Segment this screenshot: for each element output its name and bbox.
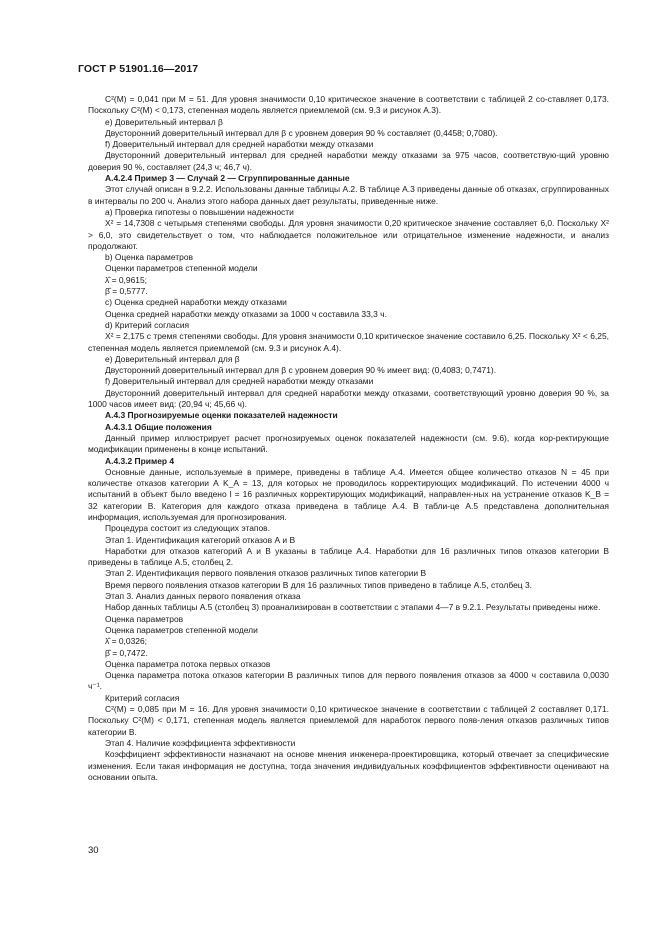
paragraph: Оценка параметра потока первых отказов	[105, 658, 271, 669]
paragraph: а) Проверка гипотезы о повышении надежности	[105, 206, 294, 217]
paragraph: е) Доверительный интервал для β	[105, 353, 240, 364]
paragraph: Набор данных таблицы А.5 (столбец 3) проанализирован в соответствии с этапами 4—7 в 9.2.1. Результаты приведены ниже.	[105, 602, 601, 613]
paragraph: Коэффициент эффективности назначают на основе мнения инженера-проектировщика, который отвечает за специфические изменения. Если такая информация не доступна, тогда значения индивидуальных коэффициентов эффективности оценивают на основании опыта.	[88, 749, 609, 782]
paragraph: f) Доверительный интервал для средней наработки между отказами	[105, 139, 374, 150]
paragraph: Наработки для отказов категорий А и В указаны в таблице А.4. Наработки для 16 различных типов отказов категории В приведены в таблице А.5, столбец 2.	[88, 545, 609, 568]
paragraph: Двусторонний доверительный интервал для β с уровнем доверия 90 % имеет вид: (0,4083; 0,7471).	[105, 365, 497, 376]
section-heading: А.4.3.1 Общие положения	[105, 421, 212, 432]
paragraph: Этот случай описан в 9.2.2. Использованы данные таблицы А.2. В таблице А.3 приведены данные об отказах, сгруппированных в интервалы по 200 ч. Анализ этого набора данных дает результаты, приведенные ниже.	[88, 184, 609, 206]
paragraph: λ̂ = 0,0326;	[105, 636, 147, 647]
paragraph: Оценки параметров степенной модели	[105, 263, 258, 274]
paragraph: Двусторонний доверительный интервал для средней наработки между отказами за 975 часов, соответствую-щий уровню доверия 90 %, составляет (24,3 ч; 46,7 ч).	[88, 150, 609, 172]
paragraph: Этап 4. Наличие коэффициента эффективности	[105, 737, 296, 748]
paragraph: Этап 3. Анализ данных первого появления отказа	[105, 591, 301, 602]
paragraph: Оценка параметров	[105, 613, 184, 624]
paragraph: Этап 1. Идентификация категорий отказов А и В	[105, 534, 296, 545]
paragraph: Этап 2. Идентификация первого появления отказов различных типов категории В	[105, 568, 427, 579]
paragraph: Основные данные, используемые в примере, приведены в таблице А.4. Имеется общее количество отказов N = 45 при количестве отказов категории А K_A = 13, для которых не проводилось корректирующих модификаций. По истечении 4000 ч испытаний в объект было введено l = 16 различных корректирующих модификаций, направлен-ных на устранение отказов K_B = 32 категории В. Категория для каждого отказа приведена в таблице А.4. В табли-це А.5 представлена дополнительная информация, используемая для прогнозирования.	[88, 466, 609, 522]
paragraph: С²(М) = 0,041 при М = 51. Для уровня значимости 0,10 критическое значение в соответствии с таблицей 2 со-ставляет 0,173. Поскольку С²(М) < 0,173, степенная модель является приемлемой (см. 9.3 и рисунок А.3).	[88, 94, 609, 116]
paragraph: Время первого появления отказов категории В для 16 различных типов приведено в таблице А.5, столбец 3.	[105, 579, 533, 590]
document-body	[88, 94, 609, 783]
paragraph: λ̂ = 0,9615;	[105, 274, 147, 285]
paragraph: с) Оценка средней наработки между отказами	[105, 297, 287, 308]
paragraph: f) Доверительный интервал для средней наработки между отказами	[105, 376, 374, 387]
section-heading: А.4.2.4 Пример 3 — Случай 2 — Сгруппированные данные	[105, 173, 350, 184]
paragraph: β̂ = 0,5777.	[105, 286, 148, 297]
paragraph: Х² = 2,175 с тремя степенями свободы. Для уровня значимости 0,10 критическое значение составило 6,25. Поскольку Х² < 6,25, степенная модель является приемлемой (см. 9.3 и рисунок А.4).	[88, 331, 609, 353]
paragraph: Х² = 14,7308 с четырьмя степенями свободы. Для уровня значимости 0,20 критическое значение составляет 6,0. Поскольку Х² > 6,0, это свидетельствует о том, что наблюдается положительное или отрицательное изменение надежности, и анализ продолжают.	[88, 218, 609, 251]
paragraph: е) Доверительный интервал β	[105, 116, 223, 127]
paragraph: Двусторонний доверительный интервал для β с уровнем доверия 90 % составляет (0,4458; 0,7080).	[105, 127, 498, 138]
section-heading: А.4.3.2 Пример 4	[105, 455, 175, 466]
page-number: 30	[88, 845, 99, 856]
paragraph: d) Критерий согласия	[105, 319, 190, 330]
paragraph: β̂ = 0,7472.	[105, 647, 148, 658]
standard-header: ГОСТ Р 51901.16—2017	[78, 63, 199, 75]
paragraph: Данный пример иллюстрирует расчет прогнозируемых оценок показателей надежности (см. 9.6), когда кор-ректирующие модификации применены в конце испытаний.	[88, 432, 609, 455]
paragraph: Двусторонний доверительный интервал для средней наработки между отказами, соответствующий уровню доверия 90 %, за 1000 часов имеет вид: (20,94 ч; 45,66 ч).	[88, 387, 609, 410]
paragraph: С²(М) = 0,085 при М = 16. Для уровня значимости 0,10 критическое значение в соответствии с таблицей 2 составляет 0,171. Поскольку С²(М) < 0,171, степенная модель является приемлемой для наработок первого появ-ления отказов различных типов категории В.	[88, 704, 609, 737]
paragraph: b) Оценка параметров	[105, 252, 194, 263]
paragraph: Оценка средней наработки между отказами за 1000 ч составила 33,3 ч.	[105, 308, 387, 319]
section-heading: А.4.3 Прогнозируемые оценки показателей надежности	[105, 410, 338, 421]
paragraph: Оценка параметров степенной модели	[105, 624, 258, 635]
paragraph: Процедура состоит из следующих этапов.	[105, 523, 271, 534]
paragraph: Оценка параметра потока отказов категории В различных типов для первого появления отказов за 4000 ч составила 0,0030 ч⁻¹.	[88, 670, 609, 692]
paragraph: Критерий согласия	[105, 692, 180, 703]
